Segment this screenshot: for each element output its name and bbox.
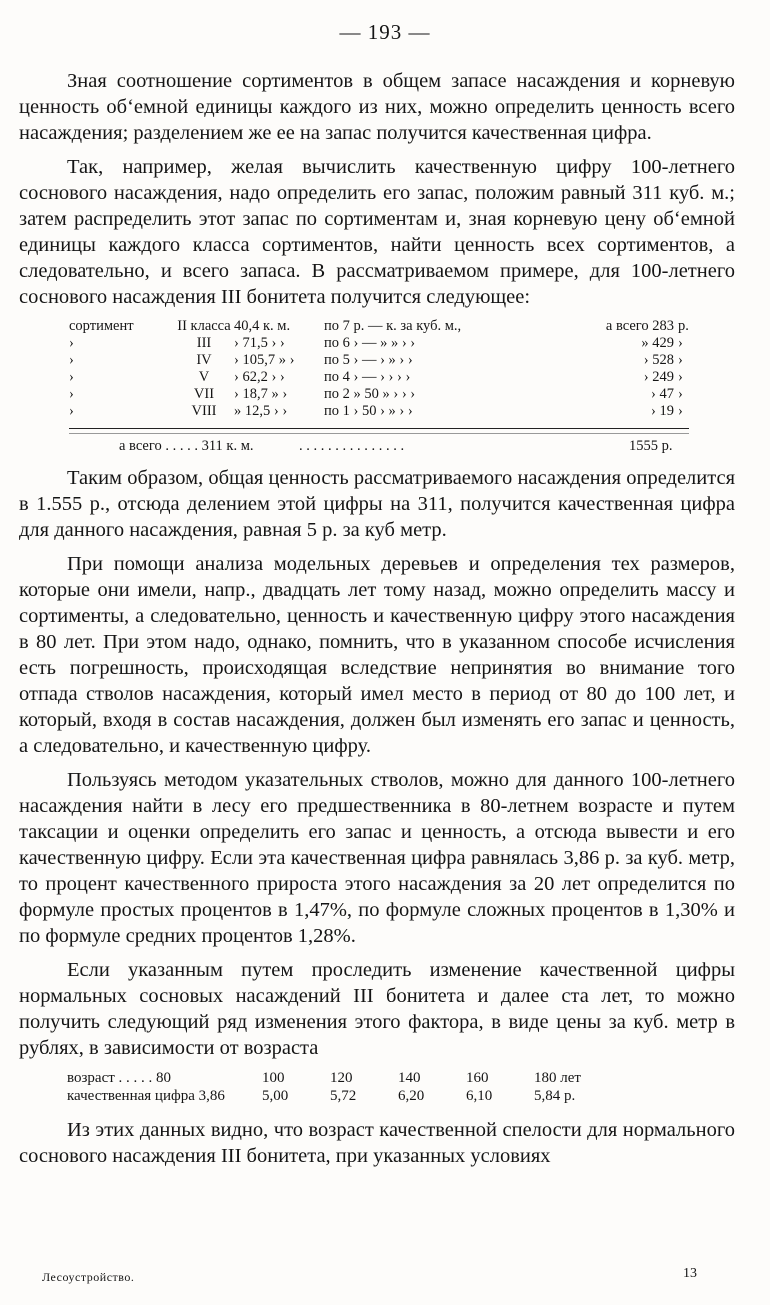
table-divider xyxy=(69,428,689,429)
cell-class: IV xyxy=(196,352,212,368)
cell-volume: › 105,7 » › xyxy=(234,352,295,368)
cell-price: по 7 р. — к. за куб. м., xyxy=(324,318,462,334)
cell-unit: › xyxy=(678,352,683,368)
age-value: 160 xyxy=(466,1070,489,1086)
table-row xyxy=(19,386,735,403)
quality-row xyxy=(67,1087,735,1105)
cell-class: II класса xyxy=(177,318,231,334)
quality-value: 5,00 xyxy=(262,1088,289,1104)
cell-unit: р. xyxy=(678,318,689,334)
cell-sort: › xyxy=(69,352,74,368)
paragraph-6: Если указанным путем проследить изменение качественной цифры нормальных сосновых насаждений III бонитета и далее ста лет, то можно получить следующий ряд изменения этого фактора, в виде цены за куб. метр в рублях, в зависимости от возраста xyxy=(19,959,735,1059)
cell-total: › 528 xyxy=(643,352,674,368)
paragraph-5: Пользуясь методом указательных стволов, можно для данного 100-летнего насаждения найти в лесу его предшественника в 80-летнем возрасте и путем таксации и оценки определить его запас и ценность, а отсюда вывести и его качественную цифру. Если эта качественная цифра равнялась 3,86 р. за куб. метр, то процент качественного прироста этого насаждения за 20 лет определится по формуле простых процентов в 1,47%, по формуле сложных процентов в 1,30% и по формуле средних процентов 1,28%. xyxy=(19,769,735,947)
cell-sort: › xyxy=(69,386,74,402)
cell-unit: › xyxy=(678,386,683,402)
total-label: а всего . . . . . 311 к. м. xyxy=(119,438,254,454)
age-value: 140 xyxy=(398,1070,421,1086)
cell-volume: 40,4 к. м. xyxy=(234,318,291,334)
cell-total: а всего 283 xyxy=(605,318,674,334)
cell-total: › 19 xyxy=(651,403,674,419)
cell-class: V xyxy=(198,369,210,385)
quality-value: 6,20 xyxy=(398,1088,425,1104)
page-content xyxy=(19,68,735,1177)
table-total-row xyxy=(19,438,735,455)
cell-price: по 2 » 50 » › › › xyxy=(324,386,416,402)
table-row xyxy=(19,403,735,420)
table-row xyxy=(19,369,735,386)
total-dots: . . . . . . . . . . . . . . . xyxy=(299,438,405,454)
cell-sort: › xyxy=(69,335,74,351)
cell-price: по 4 › — › › › › xyxy=(324,369,411,385)
age-label: возраст . . . . . 80 xyxy=(67,1070,172,1086)
total-value: 1555 р. xyxy=(629,438,673,454)
cell-price: по 1 › 50 › » › › xyxy=(324,403,413,419)
footer-signature: Лесоустройство. xyxy=(42,1270,135,1284)
cell-volume: » 12,5 › › xyxy=(234,403,288,419)
paragraph-2: Так, например, желая вычислить качественную цифру 100-летнего соснового насаждения, надо определить его запас, положим равный 311 куб. м.; затем распределить этот запас по сортиментам и, зная корневую цену об‘емной единицы каждого класса сортиментов, найти ценность всех сортиментов, а следовательно, и всего запаса. В рассматриваемом примере, для 100-летнего соснового насаждения III бонитета получится следующее: xyxy=(19,156,735,308)
age-value: 120 xyxy=(330,1070,353,1086)
cell-unit: › xyxy=(678,335,683,351)
table-row xyxy=(19,352,735,369)
cell-volume: › 62,2 › › xyxy=(234,369,285,385)
paragraph-4: При помощи анализа модельных деревьев и определения тех размеров, которые они имели, напр., двадцать лет тому назад, можно определить массу и сортименты, а следовательно, ценность и качественную цифру этого насаждения в 80 лет. При этом надо, однако, помнить, что в указанном способе исчисления есть погрешность, происходящая вследствие непринятия во внимание того отпада стволов насаждения, который имел место в период от 80 до 100 лет, и который, входя в состав насаждения, должен был изменять его запас и ценность, а следовательно, и качественную цифру. xyxy=(19,553,735,757)
cell-sort: сортимент xyxy=(69,318,134,334)
footer-sheet-number: 13 xyxy=(683,1266,697,1281)
quality-value: 5,84 р. xyxy=(534,1088,576,1104)
table-row xyxy=(19,335,735,352)
cell-sort: › xyxy=(69,369,74,385)
page-number: — 193 — xyxy=(339,20,431,44)
cell-unit: › xyxy=(678,403,683,419)
age-value: 100 xyxy=(262,1070,285,1086)
cell-class: VIII xyxy=(191,403,217,419)
cell-volume: › 71,5 › › xyxy=(234,335,285,351)
cell-price: по 6 › — » » › › xyxy=(324,335,416,351)
cell-total: › 249 xyxy=(643,369,674,385)
paragraph-3: Таким образом, общая ценность рассматриваемого насаждения определится в 1.555 р., отсюда делением этой цифры на 311, получится качественная цифра для данного насаждения, равная 5 р. за куб метр. xyxy=(19,467,735,541)
cell-sort: › xyxy=(69,403,74,419)
paragraph-7: Из этих данных видно, что возраст качественной спелости для нормального соснового насаждения III бонитета, при указанных условиях xyxy=(19,1119,735,1167)
table-divider-thin xyxy=(69,433,689,434)
age-row xyxy=(67,1069,735,1087)
age-value: 180 лет xyxy=(534,1070,581,1086)
cell-class: VII xyxy=(193,386,215,402)
cell-class: III xyxy=(196,335,212,351)
cell-price: по 5 › — › » › › xyxy=(324,352,413,368)
cell-total: › 47 xyxy=(651,386,674,402)
paragraph-1: Зная соотношение сортиментов в общем запасе насаждения и корневую ценность об‘емной единицы каждого из них, можно определить ценность всего насаждения; разделением же ее на запас получится качественная цифра. xyxy=(19,70,735,144)
cell-total: » 429 xyxy=(641,335,674,351)
quality-value: 6,10 xyxy=(466,1088,493,1104)
sortiment-table xyxy=(19,318,735,455)
cell-unit: › xyxy=(678,369,683,385)
quality-value: 5,72 xyxy=(330,1088,357,1104)
cell-volume: › 18,7 » › xyxy=(234,386,288,402)
table-row xyxy=(19,318,735,335)
age-quality-table xyxy=(67,1069,735,1105)
quality-label: качественная цифра 3,86 xyxy=(67,1088,225,1104)
